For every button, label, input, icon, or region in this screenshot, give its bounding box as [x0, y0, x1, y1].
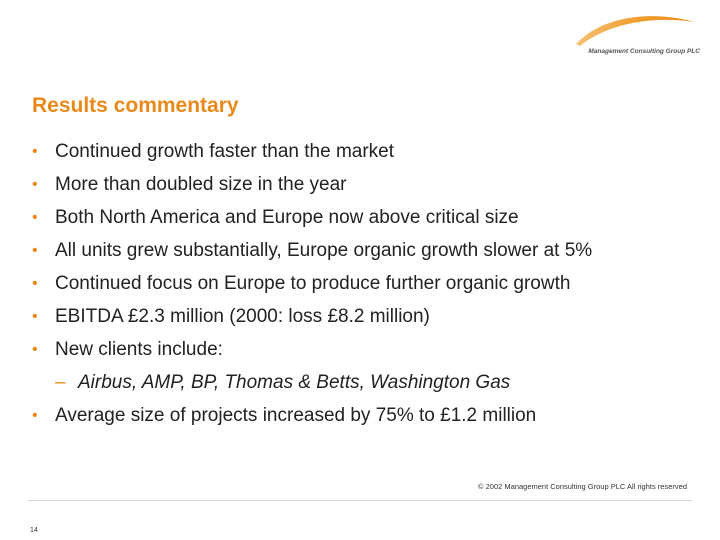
bullet-text: Continued growth faster than the market [55, 141, 395, 162]
bullet-icon: • [32, 341, 38, 358]
logo-swoosh-icon [572, 10, 697, 48]
bullet-icon: • [32, 275, 38, 292]
bullet-text: Continued focus on Europe to produce further organic growth [55, 273, 571, 294]
bullet-icon: • [32, 176, 38, 193]
sub-bullet-item [32, 369, 702, 402]
bullet-text: Both North America and Europe now above critical size [55, 207, 519, 228]
bullet-item [32, 138, 702, 171]
page-number: 14 [30, 527, 38, 534]
footer-divider [28, 500, 692, 501]
bullet-icon: • [32, 308, 38, 325]
bullet-item [32, 303, 702, 336]
bullet-item [32, 270, 702, 303]
bullet-text: New clients include: [55, 339, 223, 360]
company-logo [560, 10, 700, 60]
bullet-item [32, 402, 702, 435]
bullet-icon: • [32, 242, 38, 259]
bullet-icon: • [32, 209, 38, 226]
copyright-notice: © 2002 Management Consulting Group PLC All rights reserved [478, 482, 687, 491]
bullet-item [32, 336, 702, 369]
bullet-text: EBITDA £2.3 million (2000: loss £8.2 million) [55, 306, 430, 327]
bullet-list [32, 138, 702, 435]
bullet-item [32, 204, 702, 237]
bullet-text: All units grew substantially, Europe organic growth slower at 5% [55, 240, 593, 261]
sub-bullet-text: Airbus, AMP, BP, Thomas & Betts, Washington Gas [78, 372, 511, 393]
dash-icon: – [55, 372, 66, 393]
logo-text: Management Consulting Group PLC [588, 48, 700, 55]
bullet-text: More than doubled size in the year [55, 174, 347, 195]
bullet-item [32, 237, 702, 270]
slide-title: Results commentary [32, 94, 239, 117]
bullet-item [32, 171, 702, 204]
bullet-icon: • [32, 143, 38, 160]
bullet-icon: • [32, 407, 38, 424]
bullet-text: Average size of projects increased by 75% to £1.2 million [55, 405, 537, 426]
